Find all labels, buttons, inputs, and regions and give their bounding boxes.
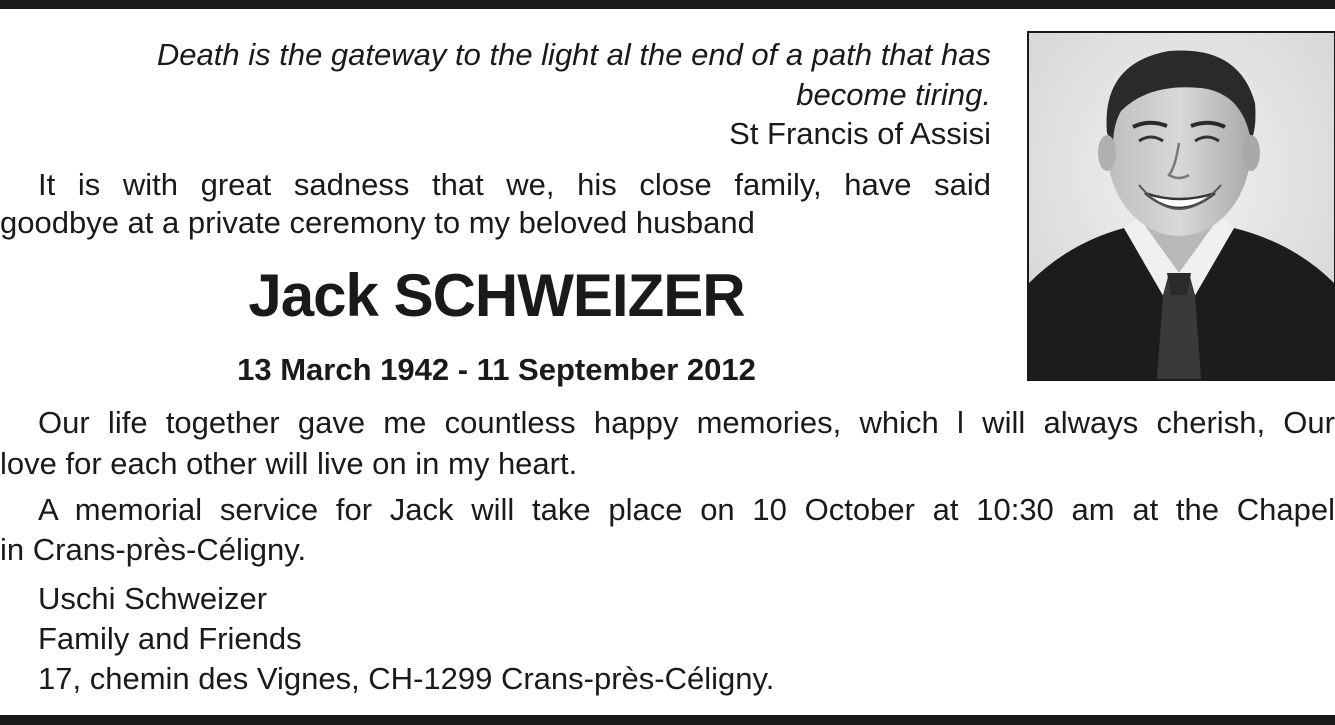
intro-line-2: goodbye at a private ceremony to my beloved husband [0, 205, 755, 240]
quote-line-1: Death is the gateway to the light al the end of a path that has [156, 37, 991, 72]
signature-family: Family and Friends [38, 621, 302, 656]
service-line-2: in Crans-près-Céligny. [0, 532, 307, 567]
quote-attribution: St Francis of Assisi [729, 116, 991, 151]
memories-line-2: love for each other will live on in my heart. [0, 446, 578, 481]
signature-address: 17, chemin des Vignes, CH-1299 Crans-près-Céligny. [38, 661, 775, 696]
service-line-1: A memorial service for Jack will take place on 10 October at 10:30 am at the Chapel [38, 492, 1335, 527]
intro-line-1: It is with great sadness that we, his close family, have said [38, 167, 991, 202]
memories-line-1: Our life together gave me countless happy memories, which l will always cherish, Our [38, 405, 1335, 440]
deceased-name: Jack SCHWEIZER [248, 262, 745, 329]
epigraph-quote [157, 35, 991, 115]
bottom-rule [0, 715, 1335, 725]
portrait-photo [1027, 31, 1335, 381]
portrait-illustration [1029, 33, 1334, 379]
signature-name: Uschi Schweizer [38, 581, 268, 616]
quote-line-2: become tiring. [796, 77, 991, 112]
top-rule [0, 0, 1335, 9]
life-dates: 13 March 1942 - 11 September 2012 [237, 352, 756, 387]
